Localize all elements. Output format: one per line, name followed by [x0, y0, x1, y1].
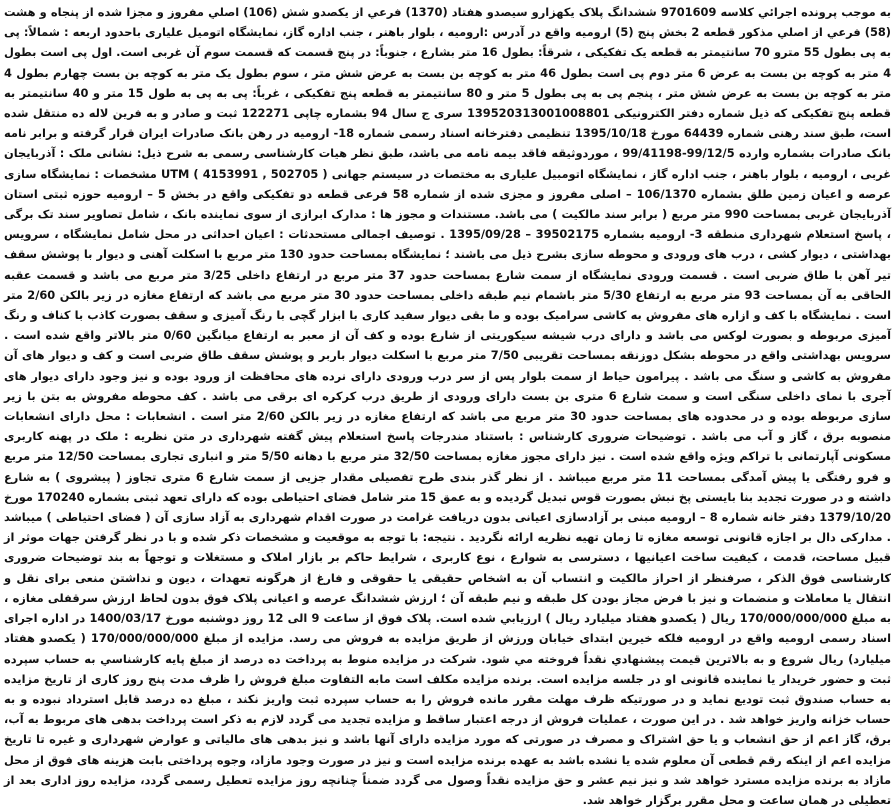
auction-notice-text: به موجب پرونده اجرائي کلاسه 9701609 ششدانگ پلاک يکهزارو سيصدو هفتاد (1370) فرعي از يکصدو شش (106) اصلي مفروز و مجزا شده از پنجاه و هشت (58) فرعي از اصلي مذکور قطعه 2 بخش پنج (5) اروميه واقع در آدرس :اروميه ، بلوار باهنر ، جنب اداره گاز، نمايشگاه اتوميل عليارى باحدود اربعه : شمالاً: پی به پی بطول 55 مترو 70 سانتیمتر به قطعه یک تفکیکی ، شرقاً: بطول 16 متر بشارع ، جنوباً: در پنج قسمت که قسمت سوم آن غربی است. اول پی است بطول 4 متر به کوچه بن بست به عرض 6 متر دوم پی است بطول 46 متر به کوچه بن بست به عرض شش متر ، سوم بطول یک متر به کوچه بن بست چهارم بطول 4 متر به کوچه بن بست به عرض شش متر ، پنجم پی به پی بطول 5 متر و 80 سانتیمتر به قطعه پنج تفکیکی ، غرباً: پی به پی به طول 15 متر و 40 سانتیمتر به قطعه پنج تفکیکی که ذیل شماره دفتر الکترونیکی 139520313001008801 سری ج سال 94 بشماره چاپی 122271 ثبت و صادر و به فرین لاله ده منتقل شده است، طبق سند رهنی شماره 64439 مورخ 1395/10/18 تنظیمی دفترخانه اسناد رسمی شماره 18- ارومیه در رهن بانک صادرات ایران قرار گرفته و برابر نامه بانک صادرات بشماره وارده 99/12/5-99/41198 ، موردوثیقه فاقد بیمه نامه می باشد، طبق نظر هیات کارشناسی رسمی به شرح ذیل: نشانی ملک : آذربایجان غربی ، ارومیه ، بلوار باهنر ، جنب اداره گاز ، نمایشگاه اتومبیل علیاری به مختصات در سیستم جهانی ( UTM ( 4153991 , 502705 مشخصات : نمایشگاه سازی عرصه و اعیان زمین طلق بشماره 106/1370 – اصلی مفروز و مجزی شده از شماره 58 فرعی قطعه دو تفکیکی واقع در بخش 5 – ارومیه حوزه ثبتی استان آذربایجان غربی بمساحت 990 متر مربع ( برابر سند مالکیت ) می باشد. مستندات و مجوز ها : مدارک ابرازی از سوی نماینده بانک ، شامل تصاویر سند تک برگی ، پاسخ استعلام شهرداری منطقه 3- ارومیه بشماره 39502175 – 1395/09/28 . توصیف اجمالی مستحدثات : اعیان احداثی در محل شامل نمایشگاه ، سرویس بهداشتی ، دیوار کشی ، درب های ورودی و محوطه سازی بشرح ذیل می باشند ؛ نمایشگاه بمساحت حدود 130 متر مربع با اسکلت آهنی و دیوار با پوشش سقف تیر آهن با طاق ضربی است . قسمت ورودی نمایشگاه از سمت شارع بمساحت حدود 37 متر مربع در ارتفاع داخلی 3/25 متر مربع می باشد و قسمت عقبه الحاقی به آن بمساحت 93 متر مربع به ارتفاع 5/30 متر باشمام نیم طبقه داخلی بمساحت حدود 30 متر مربع می باشد که ارتفاع مغازه در زیر بالکن 2/60 متر است . نمایشگاه با کف و ازاره های مفروش به کاشی سرامیک بوده و ما بقی دیوار سفید کاری با ابزار گچی با رنگ آمیزی و سقف بصورت کاذب با کناف و رنگ آمیزی مربوطه و بصورت لوکس می باشد و دارای درب شیشه سیکوریتی از شارع بوده و کف آن از معبر به ارتفاع میانگین 0/60 متر بالاتر واقع شده است . سرویس بهداشتی واقع در محوطه بشکل دوزنقه بمساحت تقریبی 7/50 متر مربع با اسکلت دیوار باربر و پوشش سقف طاق ضربی است و کف و دیوار های آن مفروش به کاشی و سنگ می باشد . پیرامون حیاط از سمت بلوار پس از سر درب ورودی دارای نرده های محافظت از ورود بوده و نیز وجود دارای دیوار های آجری با نمای داخلی سنگی است و سمت شارع 6 متری بن بست دارای ورودی از طریق درب کرکره ای برقی می باشد . کف محوطه مفروش به بتن با زیر سازی مربوطه بوده و در محدوده های بمساحت حدود 30 متر مربع می باشد که ارتفاع مغازه در زیر بالکن 2/60 متر است . انشعابات : محل دارای انشعابات منصوبه برق ، گاز و آب می باشد . توضیحات ضروری کارشناس : باستناد مندرجات پاسخ استعلام پیش گفته شهرداری در متن نظریه : ملک در پهنه کاربری مسکونی آپارتمانی با تراکم ویژه واقع شده است . نیز دارای مجوز مغازه بمساحت 32/50 متر مربع با دهانه 5/50 متر و انباری تجاری بمساحت 12/50 متر مربع و فرو رفتگی یا پیش آمدگی بمساحت 11 متر مربع میباشد . از نظر گذر بندی طرح تفصیلی مقدار جزیی از سمت شارع 6 متری تجاوز ( پیشروی ) به شارع داشته و در صورت تجدید بنا بایستی پخ نبش بصورت قوس تبدیل گردیده و به عمق 15 متر شامل فضای احتیاطی بوده که دارای تعهد ثبتی بشماره 170240 مورخ 1379/10/20 دفتر خانه شماره 8 – ارومیه مبنی بر آزادسازی اعیانی بدون دریافت غرامت در صورت اقدام شهرداری به آزاد سازی آن ( فضای احتیاطی ) میباشد . مدارکی دال بر اجازه قانونی توسعه مغازه تا زمان تهیه نظریه ارائه نگردید . نتیجه: با توجه به موقعیت و مشخصات ذکر شده و با در نظر گرفتن جهات موثر از قبیل مساحت، قدمت ، کیفیت ساخت اعیانیها ، دسترسی به شوارع ، نوع کاربری ، شرایط حاکم بر بازار املاک و مستغلات و توجهاً به بند توضیحات ضروری کارشناسی فوق الذکر ، صرفنظر از احراز مالکیت و انتساب آن به اشخاص حقیقی یا حقوقی و فارغ از هرگونه تعهدات ، دیون و نداشتن منعی برای نقل و انتقال یا معاملات و منضمات و نیز با فرض مجاز بودن کل طبقه و نیم طبقه آن ؛ ارزش ششدانگ عرصه و اعیانی پلاک فوق بدون لحاظ ارزش سرقفلی مغازه ، به مبلغ 170/000/000/000 ريال ( يکصدو هفتاد ميليارد ريال ) ارزيابي شده است. پلاک فوق از ساعت 9 الی 12 روز دوشنبه مورخ 1400/03/17 در اداره اجرای اسناد رسمی ارومیه واقع در ارومیه فلکه خیرین ابتدای خیابان ورزش از طریق مزایده به فروش می رسد. مزایده از مبلغ 170/000/000/000 ( يکصدو هفتاد ميليارد) ريال شروع و به بالاترين قيمت پيشنهادي نقداً فروخته مي شود. شرکت در مزايده منوط به پرداخت ده درصد از مبلغ پايه کارشناسي به حساب سپرده ثبت و حضور خریدار یا نماینده قانونی او در جلسه مزایده است. برنده مزایده مکلف است مابه التفاوت مبلغ فروش را ظرف مدت پنج روز کاری از تاریخ مزایده به حساب صندوق ثبت تودیع نماید و در صورتیکه ظرف مهلت مقرر مانده فروش را به حساب سپرده ثبت واریز نکند ، مبلغ ده درصد قابل استرداد نبوده و به حساب خزانه واریز خواهد شد . در این صورت ، عملیات فروش از درجه اعتبار ساقط و مزایده تجدید می گردد لازم به ذکر است پرداخت بدهی های مربوط به آب، برق، گاز اعم از حق انشعاب و یا حق اشتراک و مصرف در صورتی که مورد مزایده دارای آنها باشد و نیز بدهی های مالیاتی و عوارض شهرداری و غیره تا تاریخ مزایده اعم از اینکه رقم قطعی آن معلوم شده یا نشده باشد به عهده برنده مزایده است و نیز در صورت وجود مازاد، وجوه پرداختی بابت هزینه های فوق از محل مازاد به برنده مزایده مسترد خواهد شد و نیز نیم عشر و حق مزایده نقداً وصول می گردد ضمناً چنانچه روز مزایده تعطیل رسمی گردد، مزایده روز اداری بعد از تعطیلی در همان ساعت و محل مقرر برگزار خواهد شد.	[4, 5, 892, 807]
